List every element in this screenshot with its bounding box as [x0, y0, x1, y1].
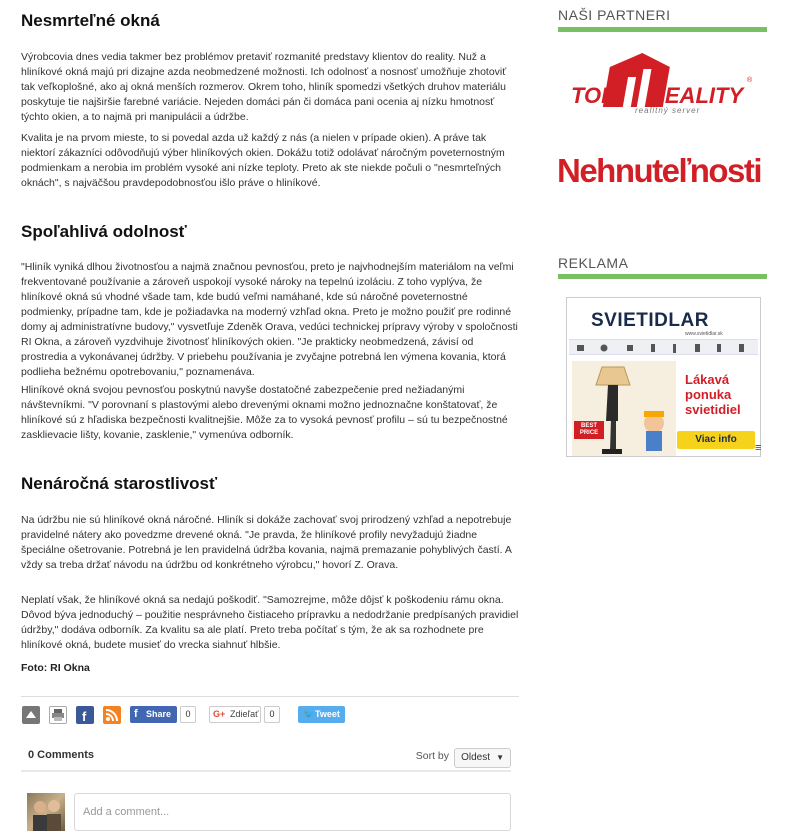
facebook-icon: f: [134, 708, 138, 720]
comment-placeholder: Add a comment...: [83, 806, 170, 818]
google-plus-share-button[interactable]: [209, 706, 261, 723]
ads-title: REKLAMA: [558, 255, 629, 271]
paragraph: Na údržbu nie sú hliníkové okná náročné. Hliník si dokáže zachovať svoj prirodzený vzhľad a nepotrebuje pravidelné nátery ako povedzme drevené okná. "Je pravda, že hliníkové profily nevyžadujú žiadne špeciálne ošetrovanie. Potrebná je len pravidelná údržba kovania, najmä premazanie pohyblivých častí. A vždy sa treba držať návodu na údržbu od konkrétneho výrobcu," hovorí Z. Orava.: [21, 514, 512, 571]
avatar: [27, 793, 65, 831]
paragraph: Neplatí však, že hliníkové okná sa nedajú poškodiť. "Samozrejme, môže dôjsť k poškodeniu rámu okna. Dôvod býva jednoduchý – použitie nesprávneho čistiaceho prípravku a nedodržanie predpísaných pravidiel údržby," dodáva odborník. Za kvalitu sa ale platí. Preto treba počítať s tým, že ak sa rozhodnete pre hliníkové okná, budete musieť do vrecka siahnuť hlbšie.: [21, 594, 519, 651]
partners-title: NAŠI PARTNERI: [558, 7, 671, 23]
tweet-label: Tweet: [315, 709, 340, 719]
scroll-top-icon[interactable]: [22, 706, 40, 724]
section-divider: [558, 27, 767, 32]
paragraph: Výrobcovia dnes vedia takmer bez problémov pretaviť rozmanité predstavy klientov do reality. Nuž a hliníkové okná majú pri dizajne azda neobmedzené možnosti. Ich odolnosť a nosnosť umožňuje zhotoviť tak veľkoplošné, ako aj okná menších rozmerov. Okrem toho, hliník spomedzi všetkých druhov materiálu poskytuje tie najširšie farebné variácie. Nejeden domáci pán či domáca pani ocenia aj nízku hmotnosť týchto okien, a to najmä pri manipulácii a údržbe.: [21, 51, 507, 123]
paragraph: "Hliník vyniká dlhou životnosťou a najmä značnou pevnosťou, preto je najvhodnejším materiálom na veľmi frekventované používanie a zároveň uspokojí vysoké nároky na tepelnú izoláciu. Z toho vyplýva, že hliníkové okná sú vhodné všade tam, kde budú veľmi namáhané, kde sú náročné poveternostné podmienky, prípadne tam, kde je požiadavka na moderný vzhľad okna. Preto je možno použiť pre rodinné domy aj administratívne budovy," vysvetľuje Zdeněk Orava, vedúci technickej prípravy výroby v spoločnosti RI Okna, a zároveň vyzdvihuje životnosť hliníkových okien. "Je prakticky neobmedzená, závisí od prostredia a vykonávanej údržby. V priebehu používania je zvyčajne potrebná len výmena kovania, ktorá podlieha bežnému opotrebovaniu," poznamenáva.: [21, 261, 518, 378]
top-reality-sub: realitný server: [635, 106, 701, 115]
facebook-share-count: 0: [180, 706, 196, 723]
ad-menu-icon[interactable]: ≡: [755, 442, 762, 454]
photo-credit: Foto: RI Okna: [21, 662, 90, 674]
ad-line2: ponuka: [685, 387, 732, 402]
ad-domain: www.svietidlar.sk: [685, 331, 723, 337]
registered-icon: ®: [747, 77, 753, 84]
section-heading: Nesmrteľné okná: [21, 11, 160, 30]
sort-select[interactable]: [454, 748, 511, 768]
svg-text:f: f: [82, 709, 87, 724]
top-reality-logo[interactable]: [569, 49, 756, 117]
google-plus-count: 0: [264, 706, 280, 723]
paragraph: Hliníkové okná svojou pevnosťou poskytnú navyše dostatočné zabezpečenie pred nežiadanými návštevníkmi. "V porovnaní s plastovými alebo drevenými oknami možno jednoznačne konštatovať, že hliníkové sú z hľadiska bezpečnosti kvalitnejšie. Môže za to vysoká pevnosť profilu – sú tu bezpečnostné zasklievacie lišty, kovanie, zasklenie," vymenúva odborník.: [21, 384, 508, 441]
top-reality-top: TOP: [571, 83, 616, 108]
google-plus-icon: G+: [213, 709, 226, 719]
section-heading: Nenáročná starostlivosť: [21, 474, 218, 493]
comments-count: 0 Comments: [28, 749, 95, 761]
facebook-share-button[interactable]: [130, 706, 177, 723]
sort-by-label: Sort by: [415, 750, 449, 762]
facebook-icon[interactable]: [76, 706, 94, 724]
ad-banner[interactable]: [566, 297, 761, 457]
comments-header: [21, 740, 511, 772]
ad-badge: BEST PRICE: [574, 421, 604, 439]
ad-brand: SVIETIDLAR: [591, 310, 709, 331]
ad-line3: svietidiel: [685, 402, 741, 417]
chevron-down-icon: ▼: [496, 753, 504, 762]
share-toolbar: [21, 696, 519, 732]
top-reality-name: REALITY: [649, 83, 744, 108]
ad-category-strip: [569, 339, 758, 355]
paragraph: Kvalita je na prvom mieste, to si povedal azda už každý z nás (a nielen v prípade okien). A práve tak niektorí zákazníci odôvodňujú výber hliníkových okien. Dokážu totiž odolávať náročným poveternostným podmienkam a nerobia im problém vysoké ani nízke teploty. Preto ak ste niekde počuli o "nesmrteľných oknách", s najväčšou pravdepodobnosťou išlo práve o hliníkové.: [21, 132, 505, 189]
ad-cta-button[interactable]: Viac info: [677, 431, 755, 449]
google-plus-label: Zdieľať: [230, 709, 259, 719]
comment-input[interactable]: [74, 793, 511, 831]
section-heading: Spoľahlivá odolnosť: [21, 222, 187, 241]
print-icon[interactable]: [49, 706, 67, 724]
tweet-button[interactable]: [298, 706, 345, 723]
nehnutelnosti-logo[interactable]: Nehnuteľnosti: [557, 152, 762, 189]
twitter-icon: 🐦: [303, 709, 315, 719]
rss-icon[interactable]: [103, 706, 121, 724]
facebook-share-label: Share: [146, 709, 172, 719]
sort-value: Oldest: [461, 752, 490, 763]
ad-line1: Lákavá: [685, 372, 730, 387]
ad-image: [572, 361, 676, 456]
section-divider: [558, 274, 767, 279]
